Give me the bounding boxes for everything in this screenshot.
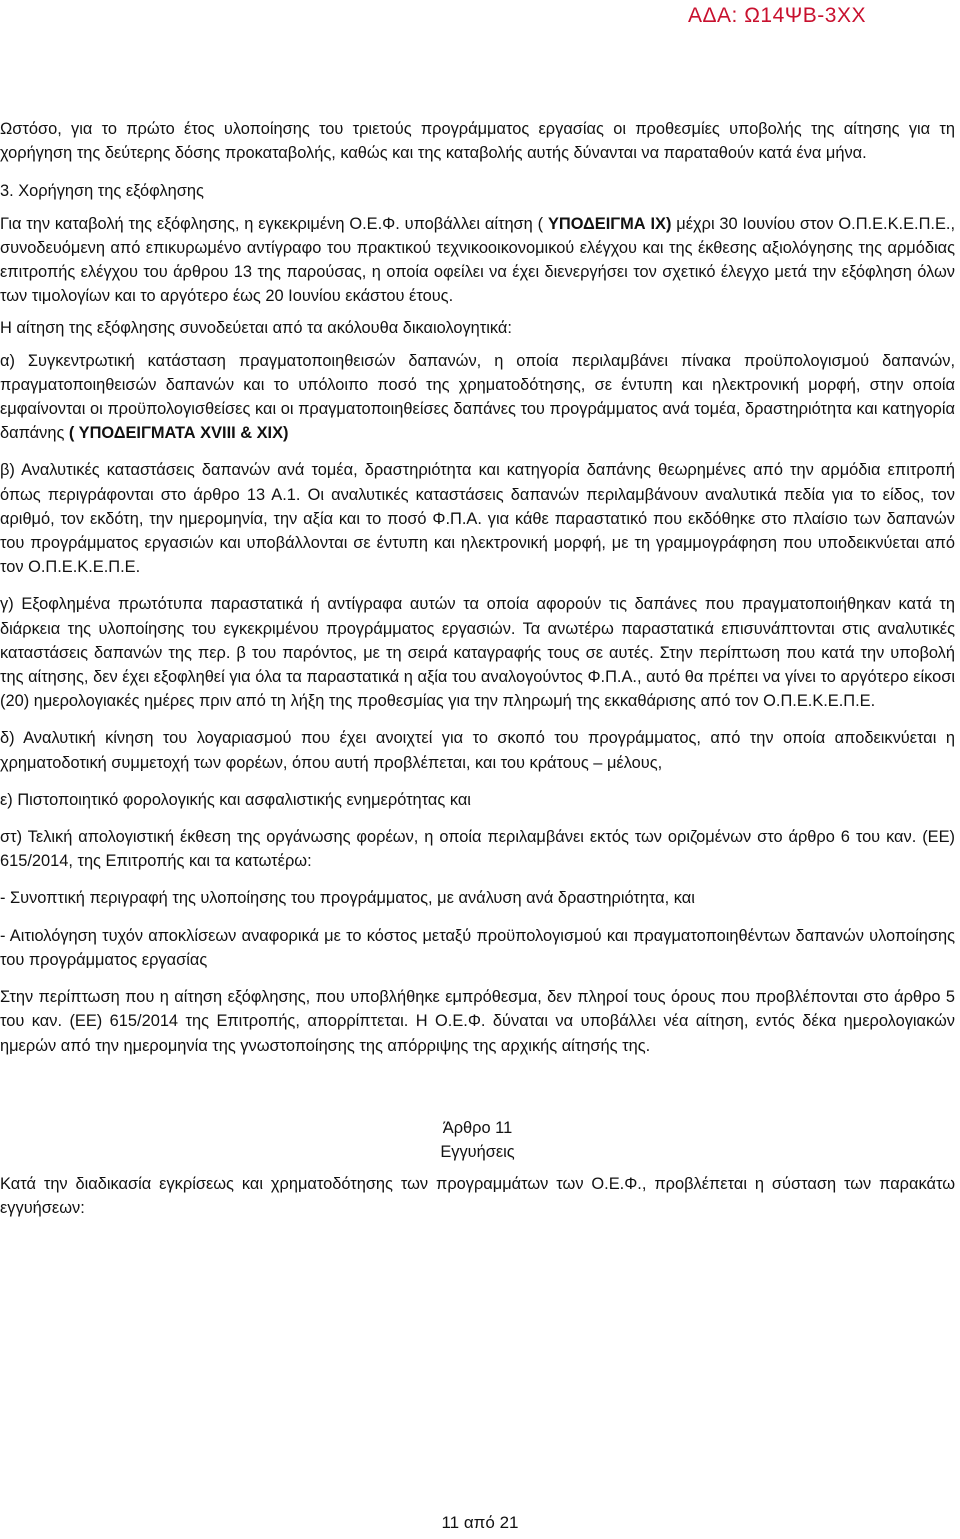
paragraph-first-year: Ωστόσο, για το πρώτο έτος υλοποίησης του τριετούς προγράμματος εργασίας οι προθεσμίες υποβολής της αίτησης για τη χορήγηση της δεύτερης δόσης προκαταβολής, καθώς και της καταβολής αυτής δύνανται να παραταθούν κατά ένα μήνα.	[0, 120, 955, 163]
item-a-text: α) Συγκεντρωτική κατάσταση πραγματοποιηθεισών δαπανών, η οποία περιλαμβάνει πίνακα προϋπολογισμού δαπανών, πραγματοποιηθεισών δαπανών και το υπόλοιπο ποσό της χρηματοδότησης, σε έντυπη και ηλεκτρονική μορφή, στην οποία εμφαίνονται οι προϋπολογισθείσες και οι πραγματοποιηθείσες δαπάνες του προγράμματος ανά τομέα, δραστηριότητα και κατηγορία δαπάνης	[0, 351, 955, 443]
template-xviii-xix-reference: ( ΥΠΟΔΕΙΓΜΑΤΑ XVIII & XIX)	[68, 424, 289, 443]
template-ix-reference: ΥΠΟΔΕΙΓΜΑ ΙΧ)	[547, 214, 672, 233]
article-title: Εγγυήσεις	[440, 1142, 515, 1161]
bullet-justification: - Αιτιολόγηση τυχόν αποκλίσεων αναφορικά με το κόστος μεταξύ προϋπολογισμού και πραγματοποιηθέντων δαπανών υλοποίησης του προγράμματος εργασίας	[0, 926, 955, 969]
paragraph-payment	[0, 212, 955, 309]
paragraph-supporting-docs: Η αίτηση της εξόφλησης συνοδεύεται από τα ακόλουθα δικαιολογητικά:	[0, 319, 512, 338]
paragraph-rejection: Στην περίπτωση που η αίτηση εξόφλησης, που υποβλήθηκε εμπρόθεσμα, δεν πληροί τους όρους που προβλέπονται στο άρθρο 5 του καν. (ΕΕ) 615/2014 της Επιτροπής, απορρίπτεται. Η Ο.Ε.Φ. δύναται να υποβάλλει νέα αίτηση, εντός δέκα ημερολογιακών ημερών από την ημερομηνία της γνωστοποίησης της απόρριψης της αρχικής αίτησής της.	[0, 988, 955, 1055]
document-body	[0, 117, 955, 1221]
ada-code: ΑΔΑ: Ω14ΨΒ-3ΧΧ	[687, 4, 866, 27]
article-number: Άρθρο 11	[442, 1118, 513, 1137]
page-number: 11 από 21	[441, 1513, 519, 1532]
bullet-summary: - Συνοπτική περιγραφή της υλοποίησης του προγράμματος, με ανάλυση ανά δραστηριότητα, και	[0, 889, 695, 908]
paragraph-guarantees: Κατά την διαδικασία εγκρίσεως και χρηματοδότησης των προγραμμάτων των Ο.Ε.Φ., προβλέπεται η σύσταση των παρακάτω εγγυήσεων:	[0, 1175, 955, 1218]
paragraph-payment-pre: Για την καταβολή της εξόφλησης, η εγκεκριμένη Ο.Ε.Φ. υποβάλλει αίτηση (	[0, 214, 548, 233]
item-c: γ) Εξοφλημένα πρωτότυπα παραστατικά ή αντίγραφα αυτών τα οποία αφορούν τις δαπάνες που πραγματοποιήθηκαν κατά τη διάρκεια της υλοποίησης του εγκεκριμένου προγράμματος εργασιών. Τα ανωτέρω παραστατικά επισυνάπτονται στις αναλυτικές καταστάσεις δαπανών της περ. β του παρόντος, με τη σειρά καταγραφής τους σε αυτές. Στην περίπτωση που κατά την υποβολή της αίτησης, δεν έχει εξοφληθεί για όλα τα παραστατικά η αξία του αναλογούντος Φ.Π.Α., αυτό θα πρέπει να γίνει το αργότερο είκοσι (20) ημερολογιακές ημέρες πριν από τη λήξη της προθεσμίας για την πληρωμή της εκκαθάρισης από τον Ο.Π.Ε.Κ.Ε.Π.Ε.	[0, 595, 955, 711]
item-a	[0, 349, 955, 446]
item-e: ε) Πιστοποιητικό φορολογικής και ασφαλιστικής ενημερότητας και	[0, 790, 471, 809]
section-heading-3: 3. Χορήγηση της εξόφλησης	[0, 182, 204, 201]
paragraph-payment-post: μέχρι 30 Ιουνίου στον Ο.Π.Ε.Κ.Ε.Π.Ε., συνοδευόμενη από επικυρωμένο αντίγραφο του πρακτικού τεχνικοοικονομικού ελέγχου και της έκθεσης αξιολόγησης της αρμόδιας επιτροπής ελέγχου του άρθρου 13 της παρούσας, η οποία οφείλει να έχει διενεργήσει τον σχετικό έλεγχο μετά την εξόφληση όλων των τιμολογίων και το αργότερο έως 20 Ιουνίου εκάστου έτους.	[0, 214, 956, 306]
item-d: δ) Αναλυτική κίνηση του λογαριασμού που έχει ανοιχτεί για το σκοπό του προγράμματος, από την οποία αποδεικνύεται η χρηματοδοτική συμμετοχή των φορέων, όπου αυτή προβλέπεται, και του κράτους – μέλους,	[0, 729, 955, 772]
item-b: β) Αναλυτικές καταστάσεις δαπανών ανά τομέα, δραστηριότητα και κατηγορία δαπάνης θεωρημένες από την αρμόδια επιτροπή όπως περιγράφονται στο άρθρο 13 Α.1. Οι αναλυτικές καταστάσεις δαπανών περιλαμβάνουν αναλυτικά πεδία για το είδος, τον αριθμό, τον εκδότη, την ημερομηνία, την αξία και το ποσό Φ.Π.Α. για κάθε παραστατικό που εκδόθηκε στο πλαίσιο των δαπανών του προγράμματος εργασιών και υποβάλλονται σε έντυπη και ηλεκτρονική μορφή, με τη γραμμογράφηση που υποδεικνύεται από τον Ο.Π.Ε.Κ.Ε.Π.Ε.	[0, 461, 955, 577]
item-st: στ) Τελική απολογιστική έκθεση της οργάνωσης φορέων, η οποία περιλαμβάνει εκτός των οριζομένων στο άρθρο 6 του καν. (ΕΕ) 615/2014, της Επιτροπής και τα κατωτέρω:	[0, 828, 955, 871]
